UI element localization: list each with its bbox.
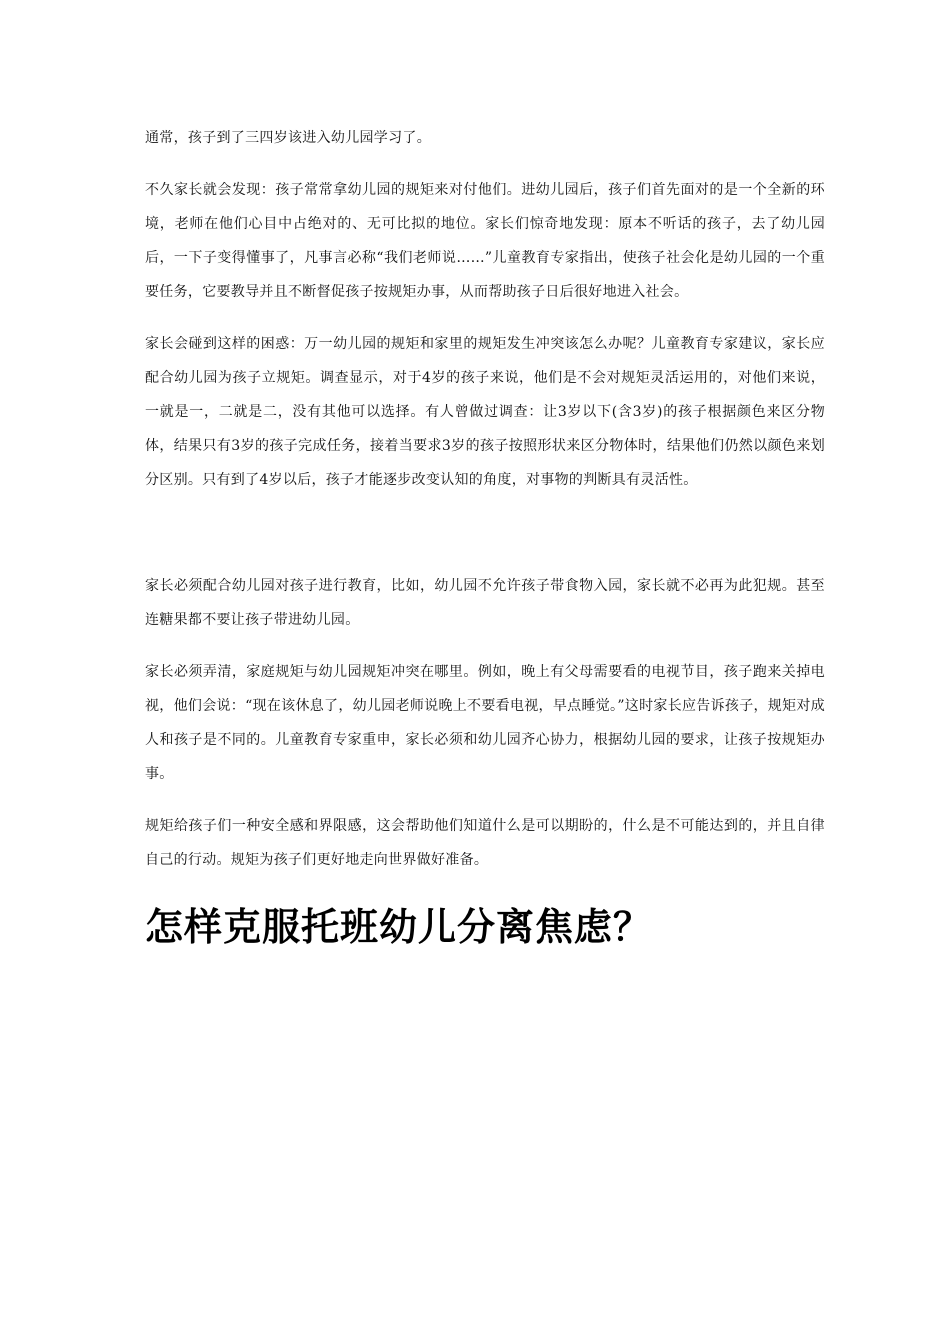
- paragraph-rule-conflict: 家长会碰到这样的困惑：万一幼儿园的规矩和家里的规矩发生冲突该怎么办呢？儿童教育专家建议，家长应配合幼儿园为孩子立规矩。调查显示，对于4岁的孩子来说，他们是不会对规矩灵活运用的，对他们来说，一就是一，二就是二，没有其他可以选择。有人曾做过调查：让3岁以下(含3岁)的孩子根据颜色来区分物体，结果只有3岁的孩子完成任务，接着当要求3岁的孩子按照形状来区分物体时，结果他们仍然以颜色来划分区别。只有到了4岁以后，孩子才能逐步改变认知的角度，对事物的判断具有灵活性。: [145, 336, 825, 488]
- paragraph-clarify-conflict: 家长必须弄清，家庭规矩与幼儿园规矩冲突在哪里。例如，晚上有父母需要看的电视节目，孩子跑来关掉电视，他们会说：“现在该休息了，幼儿园老师说晚上不要看电视，早点睡觉。”这时家长应告诉孩子，规矩对成人和孩子是不同的。儿童教育专家重申，家长必须和幼儿园齐心协力，根据幼儿园的要求，让孩子按规矩办事。: [145, 664, 826, 782]
- paragraph-gap: [145, 791, 825, 809]
- paragraph-gap: [145, 637, 825, 655]
- paragraph-gap: [145, 309, 825, 327]
- paragraph-gap: [145, 497, 825, 569]
- paragraph-cooperate: 家长必须配合幼儿园对孩子进行教育，比如，幼儿园不允许孩子带食物入园，家长就不必再为此犯规。甚至连糖果都不要让孩子带进幼儿园。: [145, 578, 825, 628]
- paragraph-rules-benefit: 规矩给孩子们一种安全感和界限感，这会帮助他们知道什么是可以期盼的，什么是不可能达到的，并且自律自己的行动。规矩为孩子们更好地走向世界做好准备。: [145, 818, 825, 868]
- paragraph-intro: 通常，孩子到了三四岁该进入幼儿园学习了。: [145, 130, 431, 146]
- document-page: [145, 121, 825, 957]
- section-heading: 怎样克服托班幼儿分离焦虑？: [145, 904, 653, 949]
- paragraph-kindergarten-rules: 不久家长就会发现：孩子常常拿幼儿园的规矩来对付他们。进幼儿园后，孩子们首先面对的是一个全新的环境，老师在他们心目中占绝对的、无可比拟的地位。家长们惊奇地发现：原本不听话的孩子，去了幼儿园后，一下子变得懂事了，凡事言必称“我们老师说……”儿童教育专家指出，使孩子社会化是幼儿园的一个重要任务，它要教导并且不断督促孩子按规矩办事，从而帮助孩子日后很好地进入社会。: [145, 182, 825, 300]
- paragraph-gap: [145, 155, 825, 173]
